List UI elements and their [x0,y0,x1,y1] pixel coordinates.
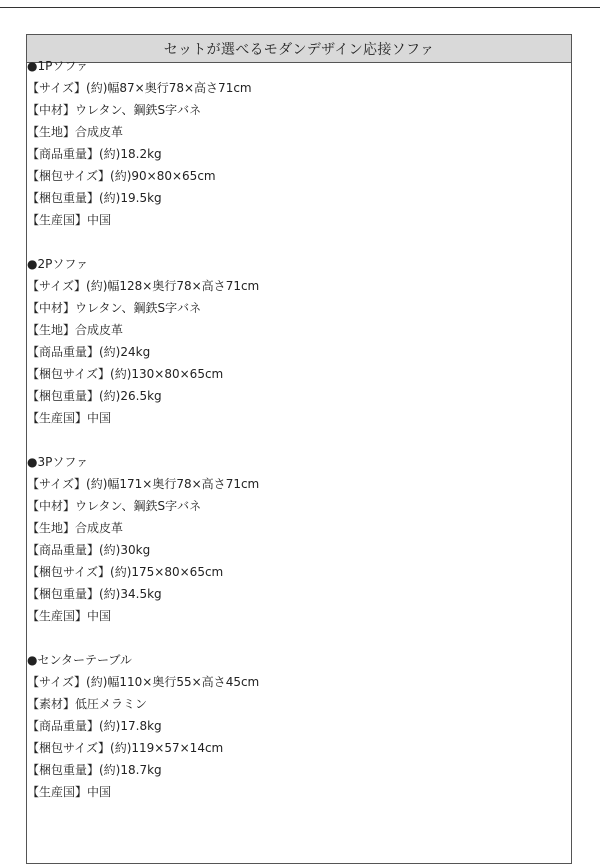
spec-package-weight: 【梱包重量】(約)19.5kg [27,191,162,205]
spec-package-size: 【梱包サイズ】(約)119×57×14cm [27,741,224,755]
spec-material: 【素材】低圧メラミン [27,697,148,711]
spec-content [27,55,590,825]
top-divider [0,7,600,8]
spec-fabric: 【生地】合成皮革 [27,521,124,535]
spec-origin: 【生産国】中国 [27,609,112,623]
spec-weight: 【商品重量】(約)30kg [27,543,151,557]
spec-fabric: 【生地】合成皮革 [27,125,124,139]
spec-package-weight: 【梱包重量】(約)26.5kg [27,389,162,403]
spec-size: 【サイズ】(約)幅128×奥行78×高さ71cm [27,279,260,293]
section-3p-sofa [27,451,590,627]
spec-origin: 【生産国】中国 [27,213,112,227]
spec-package-size: 【梱包サイズ】(約)90×80×65cm [27,169,216,183]
spec-weight: 【商品重量】(約)18.2kg [27,147,162,161]
spec-package-weight: 【梱包重量】(約)18.7kg [27,763,162,777]
section-heading: ●1Pソファ [27,59,89,73]
spec-filling: 【中材】ウレタン、鋼鉄S字バネ [27,301,202,315]
spec-origin: 【生産国】中国 [27,411,112,425]
spec-filling: 【中材】ウレタン、鋼鉄S字バネ [27,499,202,513]
spec-filling: 【中材】ウレタン、鋼鉄S字バネ [27,103,202,117]
section-heading: ●2Pソファ [27,257,89,271]
spec-fabric: 【生地】合成皮革 [27,323,124,337]
section-center-table [27,649,590,803]
spec-size: 【サイズ】(約)幅110×奥行55×高さ45cm [27,675,260,689]
spec-package-weight: 【梱包重量】(約)34.5kg [27,587,162,601]
spec-size: 【サイズ】(約)幅87×奥行78×高さ71cm [27,81,252,95]
spec-package-size: 【梱包サイズ】(約)175×80×65cm [27,565,224,579]
section-heading: ●3Pソファ [27,455,89,469]
spec-weight: 【商品重量】(約)24kg [27,345,151,359]
section-1p-sofa [27,55,590,231]
spec-weight: 【商品重量】(約)17.8kg [27,719,162,733]
section-heading: ●センターテーブル [27,653,132,667]
section-2p-sofa [27,253,590,429]
spec-size: 【サイズ】(約)幅171×奥行78×高さ71cm [27,477,260,491]
panel-title: セットが選べるモダンデザイン応接ソファ [27,35,571,63]
spec-origin: 【生産国】中国 [27,785,112,799]
spec-package-size: 【梱包サイズ】(約)130×80×65cm [27,367,224,381]
